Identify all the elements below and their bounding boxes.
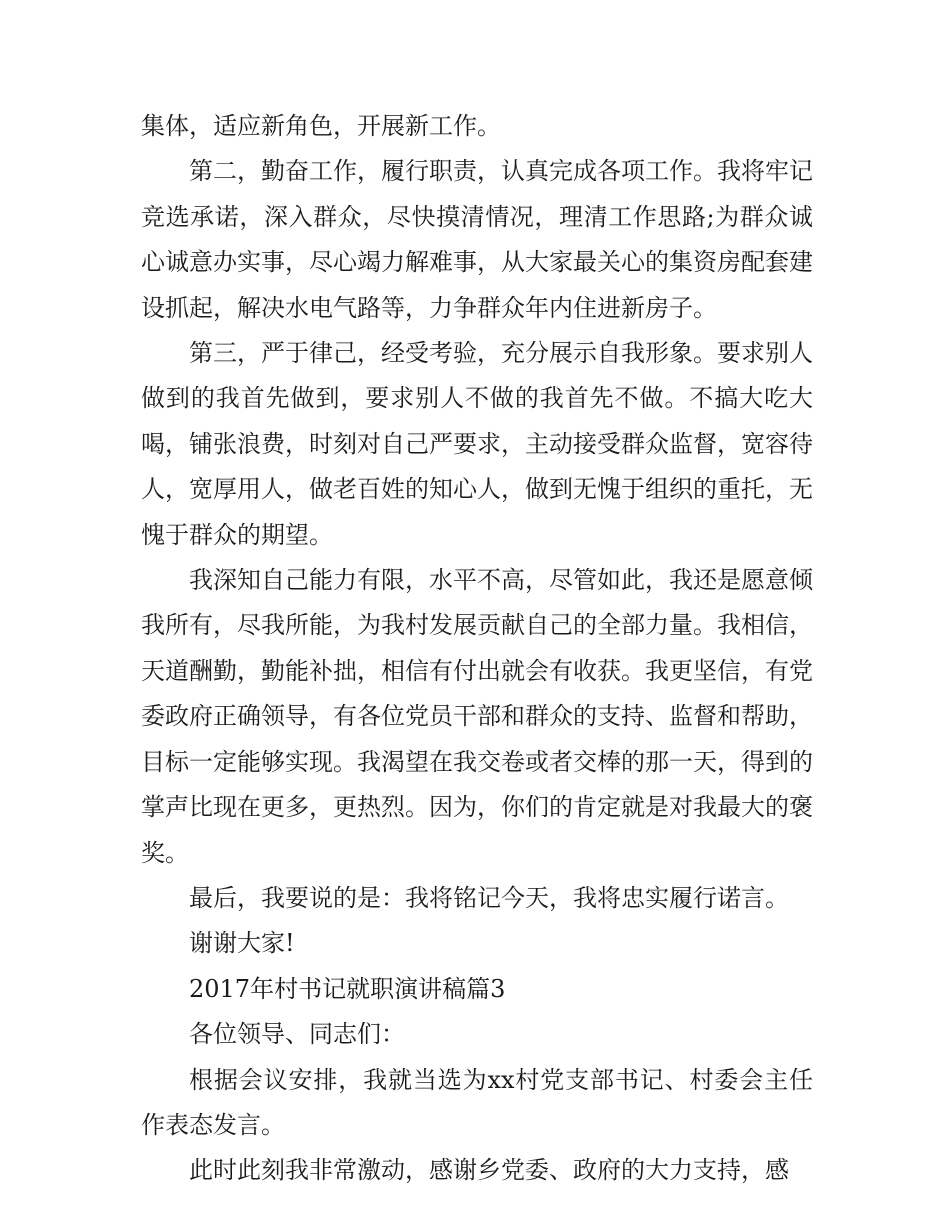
section-heading: 2017年村书记就职演讲稿篇3: [189, 974, 506, 1003]
paragraph-intro: 根据会议安排，我就当选为xx村党支部书记、村委会主任作表态发言。: [141, 1065, 813, 1139]
paragraph-thanks: 谢谢大家!: [189, 929, 295, 958]
paragraph-continuation: 集体，适应新角色，开展新工作。: [141, 112, 501, 140]
paragraph-closing: 最后，我要说的是：我将铭记今天，我将忠实履行诺言。: [189, 883, 789, 912]
paragraph-commitment: 我深知自己能力有限，水平不高，尽管如此，我还是愿意倾我所有，尽我所能，为我村发展贡献自己的全部力量。我相信，天道酬勤，勤能补拙，相信有付出就会有收获。我更坚信，有党委政府正确领导，有各位党员干部和群众的支持、监督和帮助，目标一定能够实现。我渴望在我交卷或者交棒的那一天，得到的掌声比现在更多，更热烈。因为，你们的肯定就是对我最大的褒奖。: [141, 566, 813, 867]
paragraph-second-point: 第二，勤奋工作，履行职责，认真完成各项工作。我将牢记竞选承诺，深入群众，尽快摸清情况，理清工作思路;为群众诚心诚意办实事，尽心竭力解难事，从大家最关心的集资房配套建设抓起，解决水电气路等，力争群众年内住进新房子。: [141, 157, 813, 322]
paragraph-gratitude: 此时此刻我非常激动，感谢乡党委、政府的大力支持，感: [189, 1156, 789, 1185]
paragraph-salutation: 各位领导、同志们：: [189, 1020, 405, 1049]
paragraph-third-point: 第三，严于律己，经受考验，充分展示自我形象。要求别人做到的我首先做到，要求别人不做的我首先不做。不搞大吃大喝，铺张浪费，时刻对自己严要求，主动接受群众监督，宽容待人，宽厚用人，做老百姓的知心人，做到无愧于组织的重托，无愧于群众的期望。: [141, 339, 813, 549]
document-page: [141, 104, 813, 1194]
